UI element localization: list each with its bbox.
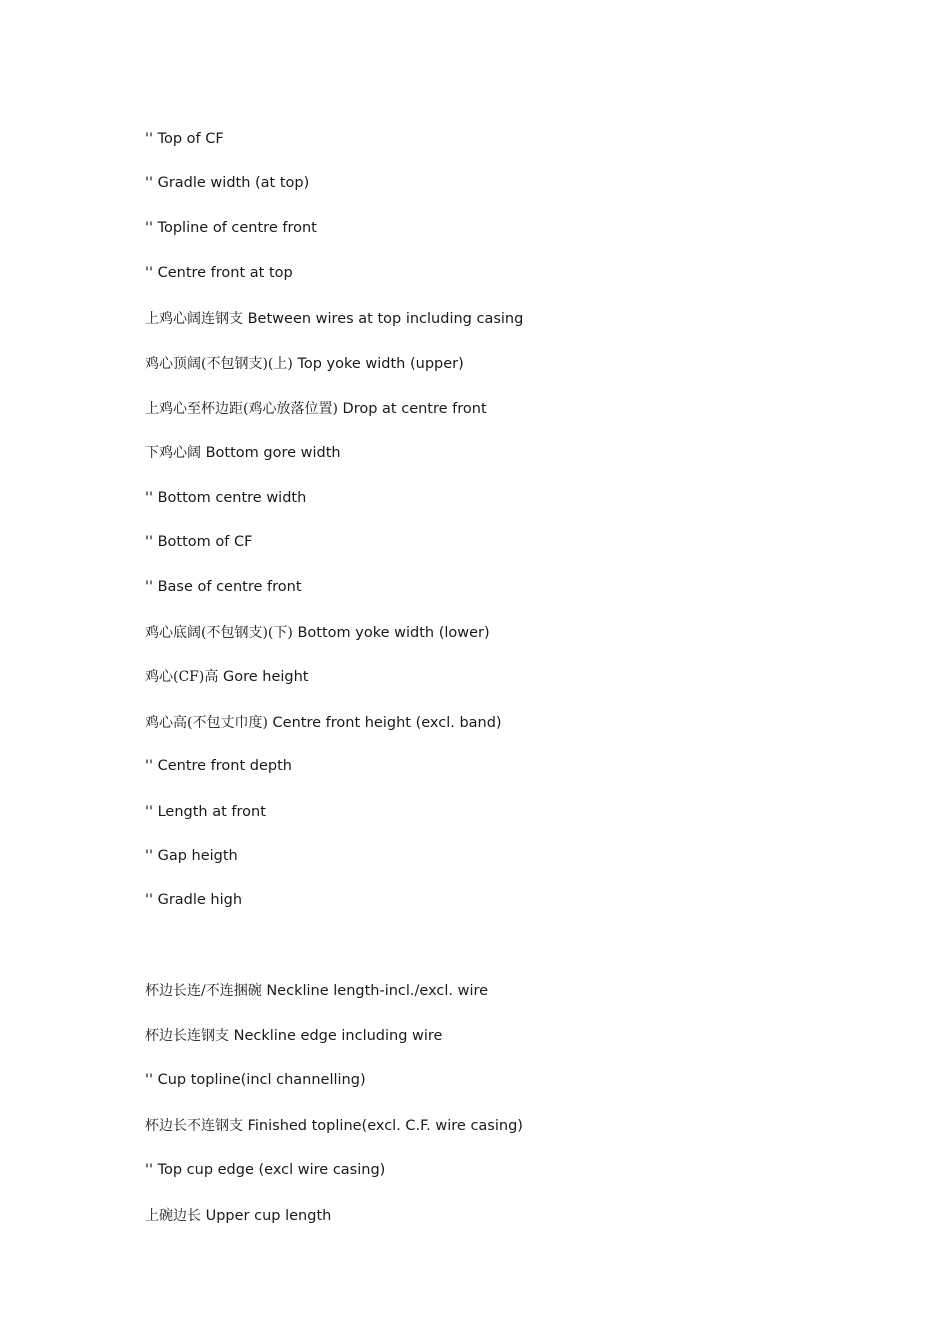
term-line [145,1024,442,1048]
term-line [145,397,487,421]
term-chinese: 杯边长连钢支 [145,1028,229,1044]
term-chinese: 杯边长不连钢支 [145,1118,243,1134]
term-english: Bottom yoke width (lower) [292,625,490,641]
term-english: Bottom gore width [201,445,341,461]
term-chinese: 上鸡心阔连钢支 [145,311,243,327]
term-chinese: 鸡心高(不包丈巾度) [145,715,268,731]
term-english: '' Base of centre front [145,579,302,595]
term-english: '' Cup topline(incl channelling) [145,1072,366,1088]
term-line [145,352,464,376]
term-english: Finished topline(excl. C.F. wire casing) [243,1118,523,1134]
term-line [145,486,306,510]
term-english: Top yoke width (upper) [292,356,464,372]
term-english: Drop at centre front [337,401,487,417]
term-line [145,1204,331,1228]
term-english: '' Topline of centre front [145,220,317,236]
term-chinese: 鸡心底阔(不包钢支)(下) [145,625,293,641]
term-line [145,171,309,195]
term-line [145,711,502,735]
term-line [145,665,308,689]
term-line [145,216,317,240]
term-line [145,888,242,912]
term-line [145,127,224,151]
term-line [145,441,341,465]
term-english: '' Length at front [145,804,266,820]
term-english: '' Gap heigth [145,848,238,864]
term-english: Neckline length-incl./excl. wire [261,983,489,999]
term-english: Gore height [218,669,309,685]
term-english: '' Bottom of CF [145,534,253,550]
term-line [145,1114,523,1138]
term-english: '' Centre front depth [145,758,292,774]
term-english: '' Gradle width (at top) [145,175,310,191]
term-line [145,261,293,285]
term-english: '' Gradle high [145,892,243,908]
term-chinese: 上碗边长 [145,1208,201,1224]
term-english: Between wires at top including casing [243,311,524,327]
term-line [145,621,490,645]
term-english: Neckline edge including wire [229,1028,443,1044]
term-chinese: 鸡心顶阔(不包钢支)(上) [145,356,293,372]
term-english: '' Bottom centre width [145,490,307,506]
term-chinese: 下鸡心阔 [145,445,201,461]
term-line [145,1158,385,1182]
term-line [145,575,302,599]
term-english: '' Top of CF [145,131,224,147]
term-line [145,800,266,824]
term-line [145,1068,366,1092]
term-chinese: 杯边长连/不连捆碗 [145,983,262,999]
term-english: Centre front height (excl. band) [267,715,502,731]
term-line [145,979,488,1003]
term-chinese: 鸡心(CF)高 [145,669,219,685]
term-line [145,307,523,331]
term-line [145,844,238,868]
term-chinese: 上鸡心至杯边距(鸡心放落位置) [145,401,338,417]
term-line [145,754,292,778]
term-english: '' Top cup edge (excl wire casing) [145,1162,386,1178]
term-line [145,530,252,554]
term-english: '' Centre front at top [145,265,293,281]
term-english: Upper cup length [201,1208,332,1224]
